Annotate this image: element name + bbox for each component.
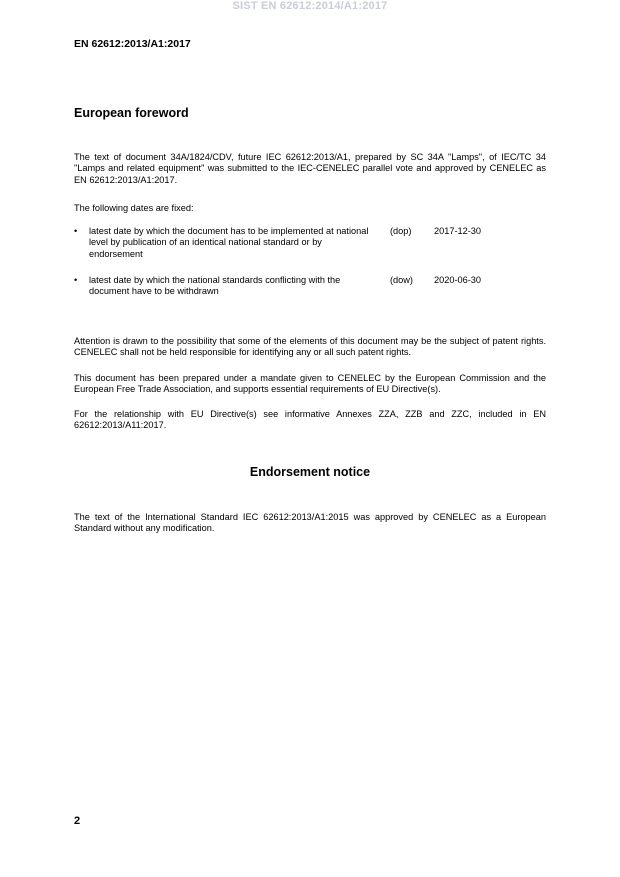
endorsement-heading: Endorsement notice: [249, 465, 371, 479]
date-item-date: 2017-12-30: [434, 226, 481, 236]
date-item-dow: [74, 275, 546, 299]
date-item-date: 2020-06-30: [434, 275, 481, 285]
foreword-intro-paragraph: The text of document 34A/1824/CDV, future IEC 62612:2013/A1, prepared by SC 34A "Lamps", of IEC/TC 34 "Lamps and related equipment" was submitted to the IEC-CENELEC parallel vote and approved by CENELEC as EN 62612:2013/A1:2017.: [74, 152, 546, 185]
date-item-text: latest date by which the document has to be implemented at national level by publication of an identical national standard or by endorsement: [89, 226, 369, 259]
bullet-icon: •: [74, 226, 78, 236]
date-item-code: (dow): [390, 275, 413, 285]
date-item-code: (dop): [390, 226, 412, 236]
mandate-paragraph: This document has been prepared under a mandate given to CENELEC by the European Commission and the European Free Trade Association, and supports essential requirements of EU Directive(s).: [74, 373, 546, 395]
bullet-icon: •: [74, 275, 78, 285]
foreword-heading: European foreword: [74, 106, 189, 120]
patent-paragraph: Attention is drawn to the possibility that some of the elements of this document may be the subject of patent rights. CENELEC shall not be held responsible for identifying any or all such patent rights.: [74, 336, 546, 358]
date-item-dop: [74, 226, 546, 262]
dates-intro-paragraph: The following dates are fixed:: [74, 203, 194, 213]
document-id: EN 62612:2013/A1:2017: [74, 38, 191, 50]
endorsement-paragraph: The text of the International Standard IEC 62612:2013/A1:2015 was approved by CENELEC as a European Standard without any modification.: [74, 512, 546, 534]
date-item-text: latest date by which the national standards conflicting with the document have to be withdrawn: [89, 275, 341, 297]
watermark: SIST EN 62612:2014/A1:2017: [232, 0, 388, 12]
page-number: 2: [74, 815, 81, 827]
relationship-paragraph: For the relationship with EU Directive(s) see informative Annexes ZZA, ZZB and ZZC, included in EN 62612:2013/A11:2017.: [74, 409, 546, 431]
